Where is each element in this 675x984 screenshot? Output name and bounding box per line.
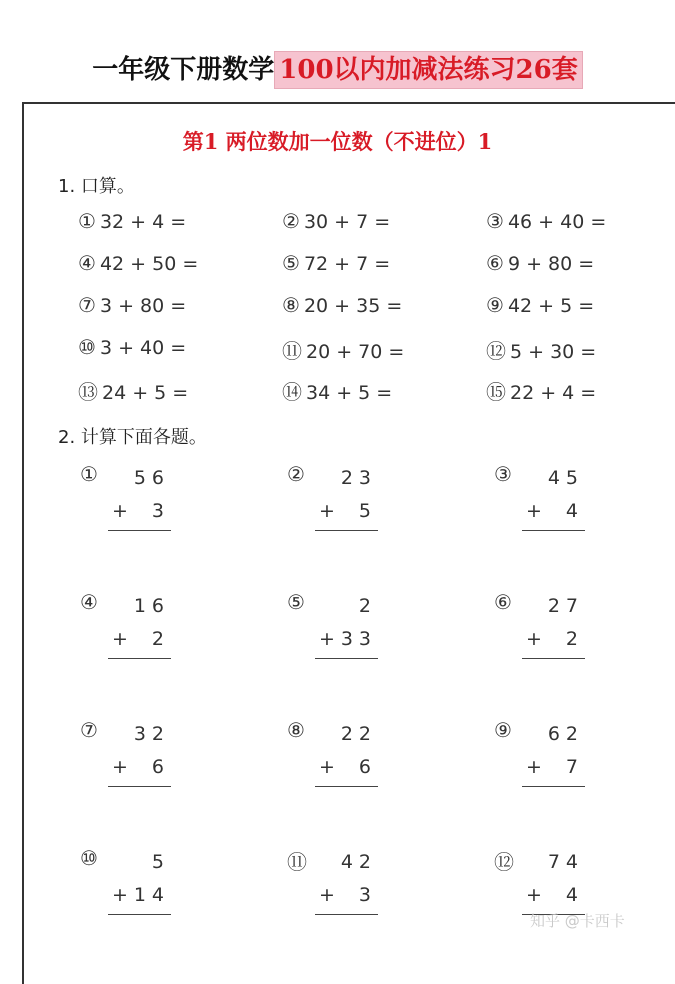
plus-sign: +	[112, 756, 128, 778]
vertical-problem	[494, 590, 614, 670]
top-addend: 45	[547, 467, 584, 489]
top-addend: 62	[547, 723, 584, 745]
problem-expression: 3 + 40 =	[99, 337, 187, 359]
watermark: 知乎 @卡西卡	[530, 912, 625, 930]
problem-expression: 3 + 80 =	[99, 295, 187, 317]
top-addend: 56	[133, 467, 170, 489]
oral-problem	[486, 251, 594, 275]
top-addend: 23	[340, 467, 377, 489]
problem-expression: 20 + 35 =	[303, 295, 403, 317]
oral-problem	[486, 293, 594, 317]
answer-line	[108, 658, 171, 659]
problem-number: ⑦	[78, 293, 96, 317]
lesson-title: 第1 两位数加一位数（不进位）1	[182, 129, 493, 154]
plus-sign: +	[526, 884, 542, 906]
vertical-problem	[494, 462, 614, 542]
problem-expression: 20 + 70 =	[306, 341, 405, 363]
plus-sign: +	[112, 884, 128, 906]
plus-sign: +	[319, 884, 335, 906]
header-lead: 一年级下册数学	[92, 55, 275, 85]
plus-sign: +	[319, 756, 335, 778]
answer-line	[522, 530, 585, 531]
problem-number: ⑥	[486, 251, 504, 275]
oral-problem	[78, 376, 188, 405]
top-addend: 32	[133, 723, 170, 745]
worksheet-header	[0, 44, 675, 95]
problem-expression: 24 + 5 =	[102, 382, 189, 404]
oral-problem	[282, 251, 390, 275]
vertical-problem	[80, 590, 200, 670]
problem-number: ⑪	[287, 850, 307, 874]
bottom-addend: 14	[133, 884, 170, 906]
vertical-problem	[287, 462, 407, 542]
bottom-addend: 2	[565, 628, 584, 650]
answer-line	[108, 786, 171, 787]
oral-problem	[78, 335, 186, 359]
plus-sign: +	[319, 628, 335, 650]
problem-number: ⑤	[282, 251, 300, 275]
problem-number: ⑫	[494, 850, 514, 874]
oral-problem	[486, 376, 596, 405]
bottom-addend: 2	[151, 628, 170, 650]
answer-line	[315, 914, 378, 915]
vertical-problem	[80, 718, 200, 798]
top-addend: 74	[547, 851, 584, 873]
vertical-problem	[287, 718, 407, 798]
answer-line	[315, 530, 378, 531]
problem-number: ⑨	[486, 293, 504, 317]
problem-number: ⑬	[78, 380, 98, 404]
plus-sign: +	[526, 756, 542, 778]
oral-problem	[78, 293, 186, 317]
problem-number: ⑪	[282, 339, 302, 363]
problem-number: ①	[78, 209, 96, 233]
problem-expression: 9 + 80 =	[507, 253, 595, 275]
section-vertical-title: 2. 计算下面各题。	[58, 427, 207, 448]
bottom-addend: 3	[358, 884, 377, 906]
bottom-addend: 4	[565, 500, 584, 522]
problem-number: ⑧	[282, 293, 300, 317]
plus-sign: +	[319, 500, 335, 522]
problem-number: ⑭	[282, 380, 302, 404]
problem-number: ⑧	[287, 718, 305, 742]
vertical-problem	[287, 590, 407, 670]
section-oral-title: 1. 口算。	[58, 176, 135, 197]
answer-line	[522, 658, 585, 659]
problem-number: ⑮	[486, 380, 506, 404]
vertical-problem	[80, 462, 200, 542]
answer-line	[315, 786, 378, 787]
problem-expression: 22 + 4 =	[510, 382, 597, 404]
bottom-addend: 4	[565, 884, 584, 906]
problem-number: ⑥	[494, 590, 512, 614]
problem-number: ①	[80, 462, 98, 486]
problem-number: ②	[287, 462, 305, 486]
top-addend: 42	[340, 851, 377, 873]
problem-number: ⑫	[486, 339, 506, 363]
problem-number: ④	[78, 251, 96, 275]
bottom-addend: 6	[151, 756, 170, 778]
bottom-addend: 7	[565, 756, 584, 778]
vertical-problem	[287, 846, 407, 926]
problem-number: ⑤	[287, 590, 305, 614]
problem-number: ④	[80, 590, 98, 614]
problem-expression: 72 + 7 =	[303, 253, 391, 275]
oral-problem	[486, 335, 596, 364]
problem-number: ⑦	[80, 718, 98, 742]
problem-expression: 42 + 50 =	[99, 253, 199, 275]
problem-number: ③	[494, 462, 512, 486]
oral-problem	[282, 209, 390, 233]
problem-expression: 32 + 4 =	[99, 211, 187, 233]
problem-expression: 42 + 5 =	[507, 295, 595, 317]
plus-sign: +	[526, 628, 542, 650]
bottom-addend: 33	[340, 628, 377, 650]
oral-problem	[78, 251, 198, 275]
problem-number: ③	[486, 209, 504, 233]
problem-expression: 5 + 30 =	[510, 341, 597, 363]
vertical-problem	[494, 718, 614, 798]
answer-line	[522, 786, 585, 787]
problem-expression: 46 + 40 =	[507, 211, 607, 233]
plus-sign: +	[526, 500, 542, 522]
problem-number: ⑩	[80, 846, 98, 870]
top-addend: 22	[340, 723, 377, 745]
answer-line	[108, 914, 171, 915]
answer-line	[108, 530, 171, 531]
header-highlight: 100以内加减法练习26套	[274, 51, 582, 89]
bottom-addend: 3	[151, 500, 170, 522]
oral-problem	[282, 376, 392, 405]
top-addend: 16	[133, 595, 170, 617]
top-addend: 5	[151, 851, 170, 873]
oral-problem	[282, 335, 404, 364]
bottom-addend: 5	[358, 500, 377, 522]
vertical-problem	[80, 846, 200, 926]
bottom-addend: 6	[358, 756, 377, 778]
plus-sign: +	[112, 500, 128, 522]
answer-line	[315, 658, 378, 659]
problem-expression: 34 + 5 =	[306, 382, 393, 404]
problem-number: ②	[282, 209, 300, 233]
problem-number: ⑩	[78, 335, 96, 359]
top-addend: 27	[547, 595, 584, 617]
problem-number: ⑨	[494, 718, 512, 742]
problem-expression: 30 + 7 =	[303, 211, 391, 233]
top-addend: 2	[358, 595, 377, 617]
oral-problem	[486, 209, 606, 233]
oral-problem	[78, 209, 186, 233]
plus-sign: +	[112, 628, 128, 650]
oral-problem	[282, 293, 402, 317]
